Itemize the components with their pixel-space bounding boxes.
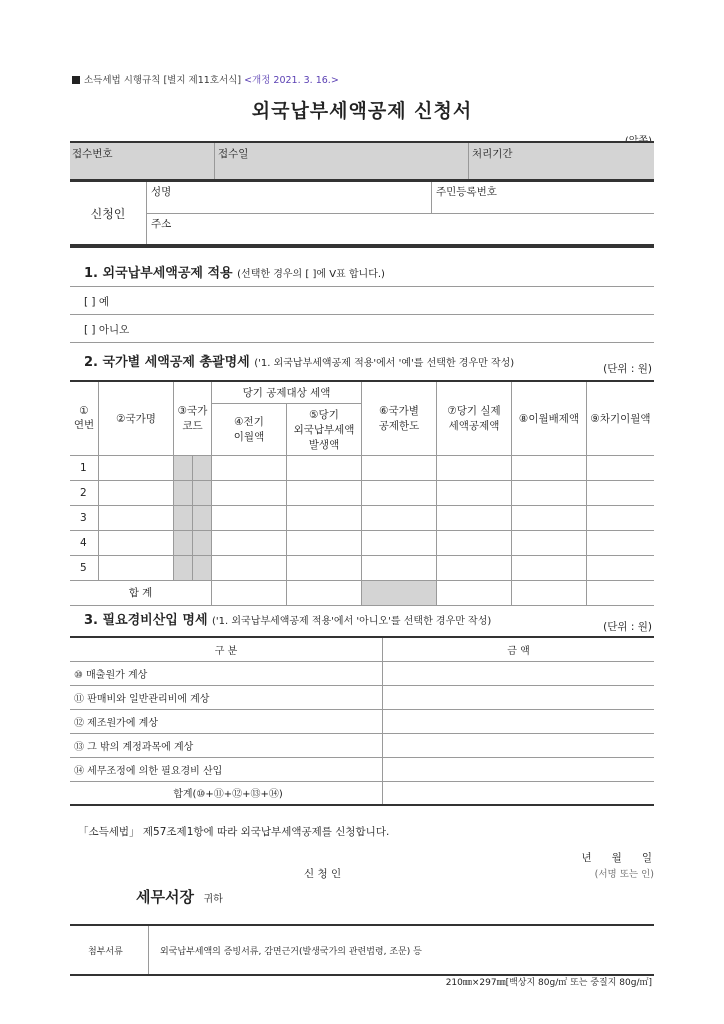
row-seq: 4 [70, 530, 99, 555]
cell [174, 455, 193, 480]
cell[interactable] [362, 455, 437, 480]
declaration-text: 「소득세법」 제57조제1항에 따라 외국납부세액공제를 신청합니다. [78, 826, 390, 838]
addressee-suffix: 귀하 [203, 894, 223, 905]
cell[interactable] [212, 580, 287, 605]
applicant-table [70, 180, 654, 246]
cell[interactable] [437, 505, 512, 530]
cell[interactable] [512, 530, 587, 555]
square-bullet-icon [72, 76, 80, 84]
signer-label: 신 청 인 [304, 868, 342, 880]
receipt-date-label: 접수일 [218, 148, 249, 160]
table-row [70, 555, 654, 580]
address-label: 주소 [151, 217, 172, 230]
amount-cell[interactable] [383, 709, 655, 733]
col-next-carryover: ⑨차기이월액 [587, 381, 655, 455]
cell[interactable] [512, 580, 587, 605]
cell[interactable] [287, 580, 362, 605]
cell [193, 530, 212, 555]
col-country: ②국가명 [99, 381, 174, 455]
row-seq: 3 [70, 505, 99, 530]
form-ref-text: 소득세법 시행규칙 [별지 제11호서식] [84, 75, 242, 86]
cell[interactable] [212, 480, 287, 505]
amount-cell[interactable] [383, 685, 655, 709]
section1-title [84, 262, 385, 281]
table-row [70, 733, 654, 757]
cell[interactable] [587, 530, 655, 555]
page-title: 외국납부세액공제 신청서 [251, 100, 473, 122]
amount-cell[interactable] [383, 733, 655, 757]
cell [174, 505, 193, 530]
cell [193, 555, 212, 580]
col-prior-carryover: ④전기 이월액 [212, 403, 287, 455]
cell[interactable] [587, 580, 655, 605]
cell[interactable] [287, 480, 362, 505]
cell[interactable] [287, 455, 362, 480]
col-country-limit: ⑥국가별 공제한도 [362, 381, 437, 455]
cell[interactable] [99, 530, 174, 555]
cell[interactable] [587, 455, 655, 480]
cell [174, 530, 193, 555]
id-number-label: 주민등록번호 [436, 186, 497, 198]
row-label: ⑩ 매출원가 계상 [70, 661, 383, 685]
table-row [70, 455, 654, 480]
attachments-box [70, 924, 654, 976]
receipt-number-label: 접수번호 [72, 148, 113, 160]
table-row [70, 505, 654, 530]
col-actual-credit: ⑦당기 실제 세액공제액 [437, 381, 512, 455]
section1-note: (선택한 경우의 [ ]에 V표 합니다.) [237, 269, 385, 280]
cell[interactable] [437, 480, 512, 505]
addressee [136, 886, 223, 907]
id-number-field[interactable] [432, 181, 655, 213]
section3-title [84, 609, 491, 628]
cell[interactable] [437, 530, 512, 555]
form-reference [72, 72, 339, 86]
cell[interactable] [212, 455, 287, 480]
col-country-code: ③국가 코드 [174, 381, 212, 455]
cell[interactable] [287, 530, 362, 555]
section2-unit: (단위 : 원) [603, 363, 652, 375]
applicant-label: 신청인 [70, 181, 147, 245]
amount-cell[interactable] [383, 661, 655, 685]
paper-spec: 210㎜×297㎜[백상지 80g/㎡ 또는 중질지 80g/㎡] [445, 978, 652, 988]
table-row [70, 757, 654, 781]
col-amount: 금 액 [383, 637, 655, 661]
processing-period-label: 처리기간 [472, 148, 513, 160]
row-label: ⑫ 제조원가에 계상 [70, 709, 383, 733]
amount-cell[interactable] [383, 781, 655, 805]
amount-cell[interactable] [383, 757, 655, 781]
cell [193, 455, 212, 480]
receipt-bar [70, 141, 654, 181]
total-row [70, 781, 654, 805]
section1-title-text: 1. 외국납부세액공제 적용 [84, 266, 233, 281]
section3-title-text: 3. 필요경비산입 명세 [84, 613, 208, 628]
cell[interactable] [587, 480, 655, 505]
cell[interactable] [437, 580, 512, 605]
cell[interactable] [362, 480, 437, 505]
row-seq: 1 [70, 455, 99, 480]
table-row [70, 685, 654, 709]
cell [193, 505, 212, 530]
col-seq: ① 연번 [70, 381, 99, 455]
date-line[interactable]: 년 월 일 [581, 852, 652, 864]
col-category: 구 분 [70, 637, 383, 661]
cell[interactable] [512, 455, 587, 480]
cell[interactable] [512, 480, 587, 505]
cell[interactable] [99, 455, 174, 480]
cell[interactable] [512, 555, 587, 580]
cell[interactable] [362, 555, 437, 580]
country-credit-table [70, 380, 654, 606]
expense-table [70, 636, 654, 806]
address-field[interactable] [147, 213, 655, 245]
attachments-label: 첨부서류 [88, 947, 123, 957]
cell[interactable] [99, 505, 174, 530]
row-seq: 5 [70, 555, 99, 580]
name-label: 성명 [151, 186, 172, 198]
cell[interactable] [362, 505, 437, 530]
cell[interactable] [99, 555, 174, 580]
cell[interactable] [99, 480, 174, 505]
sign-note[interactable]: (서명 또는 인) [594, 869, 654, 880]
col-group-current-credit: 당기 공제대상 세액 [212, 381, 362, 403]
total-row [70, 580, 654, 605]
attachments-text: 외국납부세액의 증빙서류, 감면근거(발생국가의 관련법령, 조문) 등 [160, 947, 422, 957]
row-label: ⑬ 그 밖의 계정과목에 계상 [70, 733, 383, 757]
cell[interactable] [362, 530, 437, 555]
revision-text: <개정 2021. 3. 16.> [244, 75, 339, 86]
total-label: 합 계 [70, 580, 212, 605]
cell[interactable] [287, 555, 362, 580]
row-seq: 2 [70, 480, 99, 505]
cell[interactable] [212, 555, 287, 580]
addressee-name: 세무서장 [136, 888, 194, 906]
cell[interactable] [587, 505, 655, 530]
col-current-foreign-tax: ⑤당기 외국납부세액 발생액 [287, 403, 362, 455]
cell[interactable] [437, 555, 512, 580]
option-no[interactable]: [ ] 아니오 [84, 324, 130, 336]
section3-unit: (단위 : 원) [603, 621, 652, 633]
section2-title-text: 2. 국가별 세액공제 총괄명세 [84, 355, 250, 370]
table-row [70, 530, 654, 555]
table-row [70, 480, 654, 505]
cell[interactable] [437, 455, 512, 480]
col-carryover-excluded: ⑧이월배제액 [512, 381, 587, 455]
cell[interactable] [212, 505, 287, 530]
cell [193, 480, 212, 505]
cell[interactable] [512, 505, 587, 530]
cell[interactable] [287, 505, 362, 530]
row-label: ⑭ 세무조정에 의한 필요경비 산입 [70, 757, 383, 781]
cell [174, 480, 193, 505]
cell[interactable] [212, 530, 287, 555]
cell [174, 555, 193, 580]
name-field[interactable] [147, 181, 432, 213]
section3-note: ('1. 외국납부세액공제 적용'에서 '아니오'를 선택한 경우만 작성) [212, 616, 492, 627]
total-label: 합계(⑩+⑪+⑫+⑬+⑭) [70, 781, 383, 805]
table-row [70, 661, 654, 685]
row-label: ⑪ 판매비와 일반관리비에 계상 [70, 685, 383, 709]
table-row [70, 709, 654, 733]
cell[interactable] [587, 555, 655, 580]
option-yes[interactable]: [ ] 예 [84, 296, 110, 308]
cell [362, 580, 437, 605]
section2-title [84, 351, 514, 370]
section2-note: ('1. 외국납부세액공제 적용'에서 '예'를 선택한 경우만 작성) [254, 358, 515, 369]
